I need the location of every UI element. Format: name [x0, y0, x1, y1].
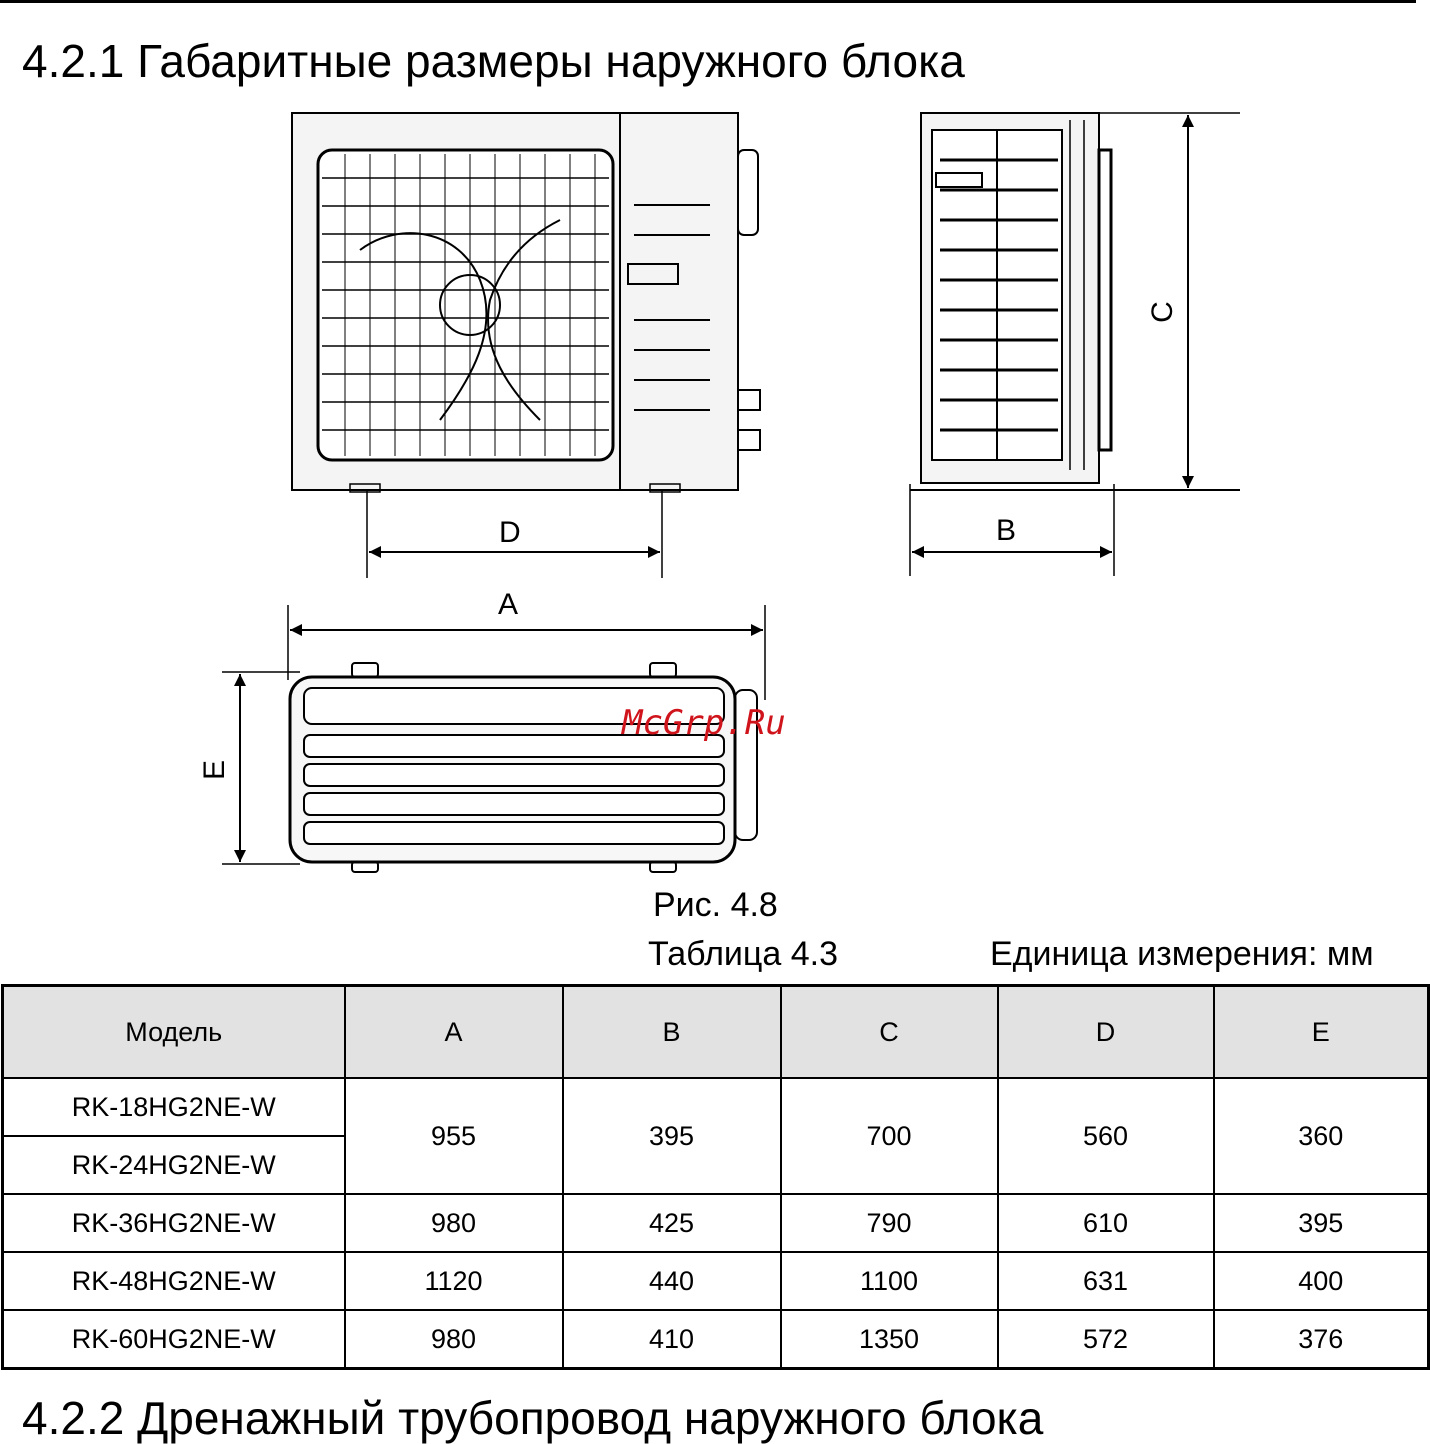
value-e: 400 [1214, 1252, 1429, 1310]
value-b: 440 [563, 1252, 781, 1310]
value-e: 360 [1214, 1078, 1429, 1194]
dim-label-c: C [1146, 301, 1179, 323]
value-c: 1350 [781, 1310, 998, 1369]
section-heading: 4.2.1 Габаритные размеры наружного блока [22, 35, 965, 87]
model-cell: RK-36HG2NE-W [3, 1194, 345, 1252]
next-section-heading: 4.2.2 Дренажный трубопровод наружного блока [22, 1392, 1044, 1444]
value-c: 700 [781, 1078, 998, 1194]
table-row [3, 1078, 1429, 1136]
value-b: 425 [563, 1194, 781, 1252]
dim-label-a: A [498, 588, 519, 621]
table-row [3, 1194, 1429, 1252]
value-d: 610 [998, 1194, 1214, 1252]
table-row [3, 1252, 1429, 1310]
value-c: 1100 [781, 1252, 998, 1310]
dim-label-d: D [499, 516, 521, 549]
model-cell: RK-18HG2NE-W [3, 1078, 345, 1136]
value-c: 790 [781, 1194, 998, 1252]
value-b: 410 [563, 1310, 781, 1369]
dimensions-table [1, 984, 1430, 1370]
header-c: C [781, 986, 998, 1079]
value-d: 560 [998, 1078, 1214, 1194]
value-b: 395 [563, 1078, 781, 1194]
model-cell: RK-60HG2NE-W [3, 1310, 345, 1369]
value-e: 395 [1214, 1194, 1429, 1252]
value-d: 631 [998, 1252, 1214, 1310]
header-a: A [345, 986, 563, 1079]
figure-caption: Рис. 4.8 [653, 886, 778, 924]
model-cell: RK-48HG2NE-W [3, 1252, 345, 1310]
header-d: D [998, 986, 1214, 1079]
value-a: 980 [345, 1194, 563, 1252]
value-a: 955 [345, 1078, 563, 1194]
model-cell: RK-24HG2NE-W [3, 1136, 345, 1194]
header-model: Модель [3, 986, 345, 1079]
value-a: 1120 [345, 1252, 563, 1310]
table-caption: Таблица 4.3 [648, 935, 839, 973]
dim-label-e: E [198, 759, 231, 781]
side-view [910, 113, 1240, 576]
value-e: 376 [1214, 1310, 1429, 1369]
value-a: 980 [345, 1310, 563, 1369]
header-e: E [1214, 986, 1429, 1079]
front-view [292, 113, 760, 578]
dim-label-b: B [996, 514, 1017, 547]
value-d: 572 [998, 1310, 1214, 1369]
watermark: McGrp.Ru [622, 703, 786, 743]
header-b: B [563, 986, 781, 1079]
table-row [3, 1310, 1429, 1369]
table-header-row [3, 986, 1429, 1079]
unit-caption: Единица измерения: мм [990, 935, 1374, 973]
